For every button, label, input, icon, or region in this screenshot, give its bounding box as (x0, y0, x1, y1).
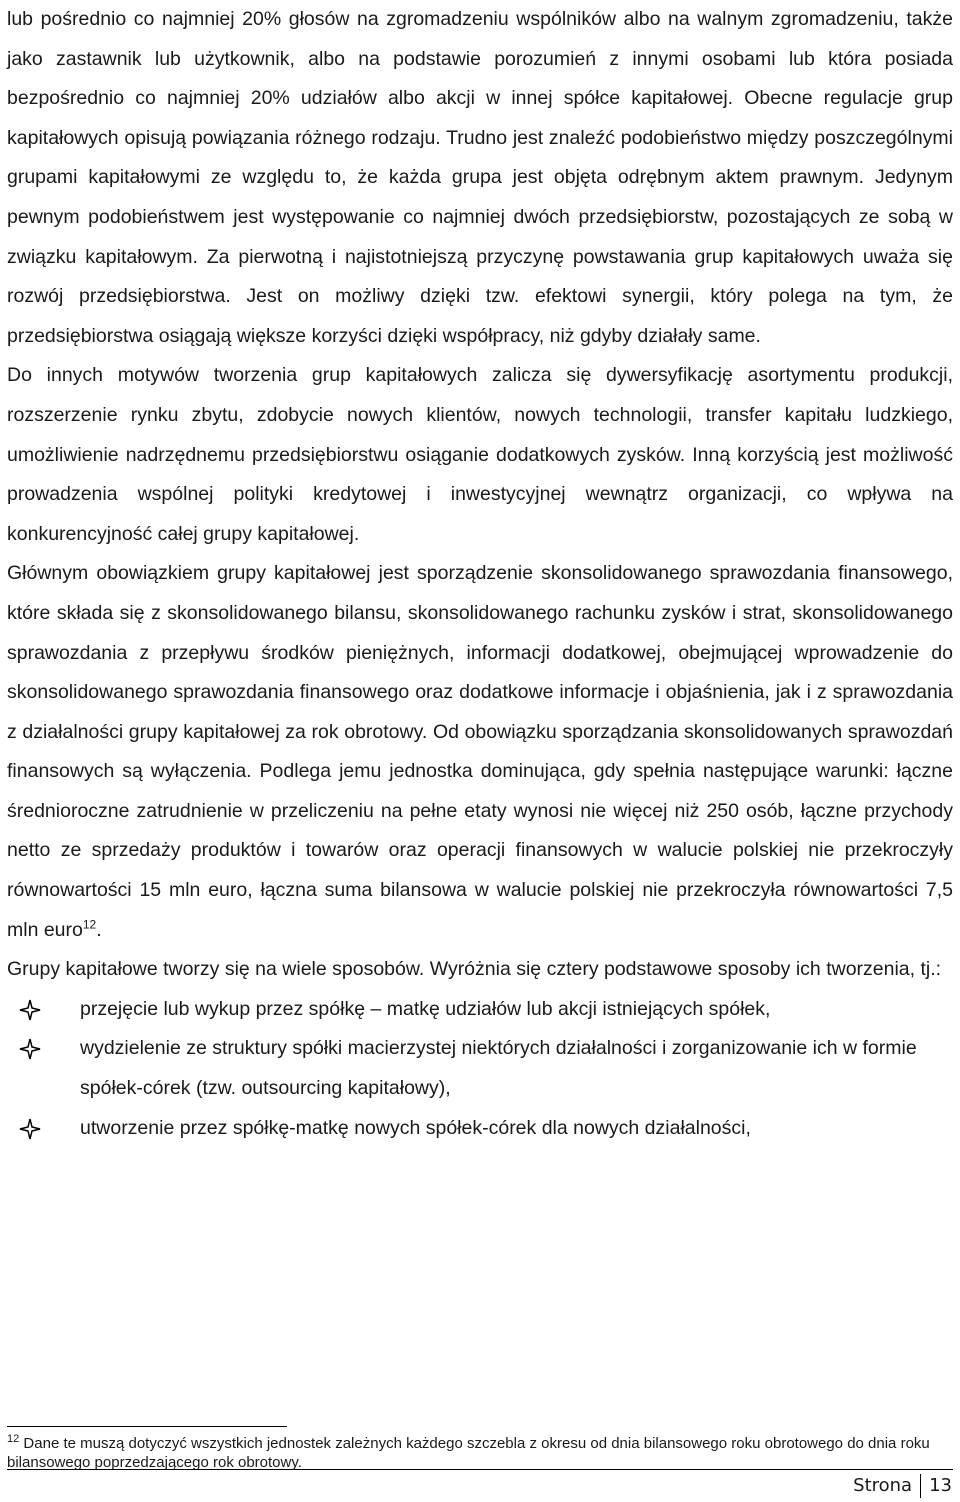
list-item (7, 990, 953, 1030)
paragraph-3-text: Głównym obowiązkiem grupy kapitałowej jest sporządzenie skonsolidowanego sprawozdania finansowego, które składa się z skonsolidowanego bilansu, skonsolidowanego rachunku zysków i strat, skonsolidowanego sprawozdania z przepływu środków pieniężnych, informacji dodatkowej, obejmującej wprowadzenie do skonsolidowanego sprawozdania finansowego oraz dodatkowe informacje i objaśnienia, jak i z sprawozdania z działalności grupy kapitałowej za rok obrotowy. Od obowiązku sporządzania skonsolidowanych sprawozdań finansowych są wyłączenia. Podlega jemu jednostka dominująca, gdy spełnia następujące warunki: łączne średnioroczne zatrudnienie w przeliczeniu na pełne etaty wynosi nie więcej niż 250 osób, łączne przychody netto ze sprzedaży produktów i towarów oraz operacji finansowych w walucie polskiej nie przekroczyły równowartości 15 mln euro, łączna suma bilansowa w walucie polskiej nie przekroczyła równowartości 7,5 mln euro (7, 562, 953, 941)
footnote-number: 12 (7, 1433, 20, 1445)
page-footer (853, 1472, 952, 1500)
list-item (7, 1029, 953, 1108)
diamond-bullet-icon (19, 999, 41, 1021)
paragraph-2: Do innych motywów tworzenia grup kapitałowych zalicza się dywersyfikację asortymentu produkcji, rozszerzenie rynku zbytu, zdobycie nowych klientów, nowych technologii, transfer kapitału ludzkiego, umożliwienie nadrzędnemu przedsiębiorstwu osiąganie dodatkowych zysków. Inną korzyścią jest możliwość prowadzenia wspólnej polityki kredytowej i inwestycyjnej wewnątrz organizacji, co wpływa na konkurencyjność całej grupy kapitałowej. (7, 364, 953, 545)
list-item-text: przejęcie lub wykup przez spółkę – matkę udziałów lub akcji istniejących spółek, (80, 997, 771, 1020)
list-item-text: utworzenie przez spółkę-matkę nowych spółek-córek dla nowych działalności, (80, 1116, 751, 1139)
footnote-text: Dane te muszą dotyczyć wszystkich jednostek zależnych każdego szczebla z okresu od dnia bilansowego roku obrotowego do dnia roku bilansowego poprzedzającego rok obrotowy. (7, 1435, 930, 1471)
paragraph-1: lub pośrednio co najmniej 20% głosów na zgromadzeniu wspólników albo na walnym zgromadzeniu, także jako zastawnik lub użytkownik, albo na podstawie porozumień z innymi osobami lub która posiada bezpośrednio co najmniej 20% udziałów albo akcji w innej spółce kapitałowej. Obecne regulacje grup kapitałowych opisują powiązania różnego rodzaju. Trudno jest znaleźć podobieństwo między poszczególnymi grupami kapitałowymi ze względu to, że każda grupa jest objęta odrębnym aktem prawnym. Jedynym pewnym podobieństwem jest występowanie co najmniej dwóch przedsiębiorstw, pozostających ze sobą w związku kapitałowym. Za pierwotną i najistotniejszą przyczynę powstawania grup kapitałowych uważa się rozwój przedsiębiorstwa. Jest on możliwy dzięki tzw. efektowi synergii, który polega na tym, że przedsiębiorstwa osiągają większe korzyści dzięki współpracy, niż gdyby działały same. (7, 8, 953, 347)
paragraph-3 (7, 554, 953, 950)
list-item-text: wydzielenie ze struktury spółki macierzystej niektórych działalności i zorganizowanie ich w formie spółek-córek (tzw. outsourcing kapitałowy), (80, 1037, 917, 1100)
list-intro: Grupy kapitałowe tworzy się na wiele sposobów. Wyróżnia się cztery podstawowe sposoby ich tworzenia, tj.: (7, 958, 942, 981)
page-number: 13 (929, 1475, 952, 1496)
paragraph-3-end: . (96, 918, 102, 941)
footer-divider (920, 1474, 921, 1498)
diamond-bullet-icon (19, 1038, 41, 1060)
footnote-separator (7, 1426, 287, 1427)
list-item (7, 1109, 953, 1149)
footnote-reference[interactable]: 12 (82, 917, 97, 932)
page-label: Strona (853, 1475, 913, 1496)
methods-list (7, 990, 953, 1148)
document-body (7, 0, 953, 1148)
footnote (7, 1434, 953, 1472)
footer-rule (7, 1469, 953, 1470)
diamond-bullet-icon (19, 1118, 41, 1140)
